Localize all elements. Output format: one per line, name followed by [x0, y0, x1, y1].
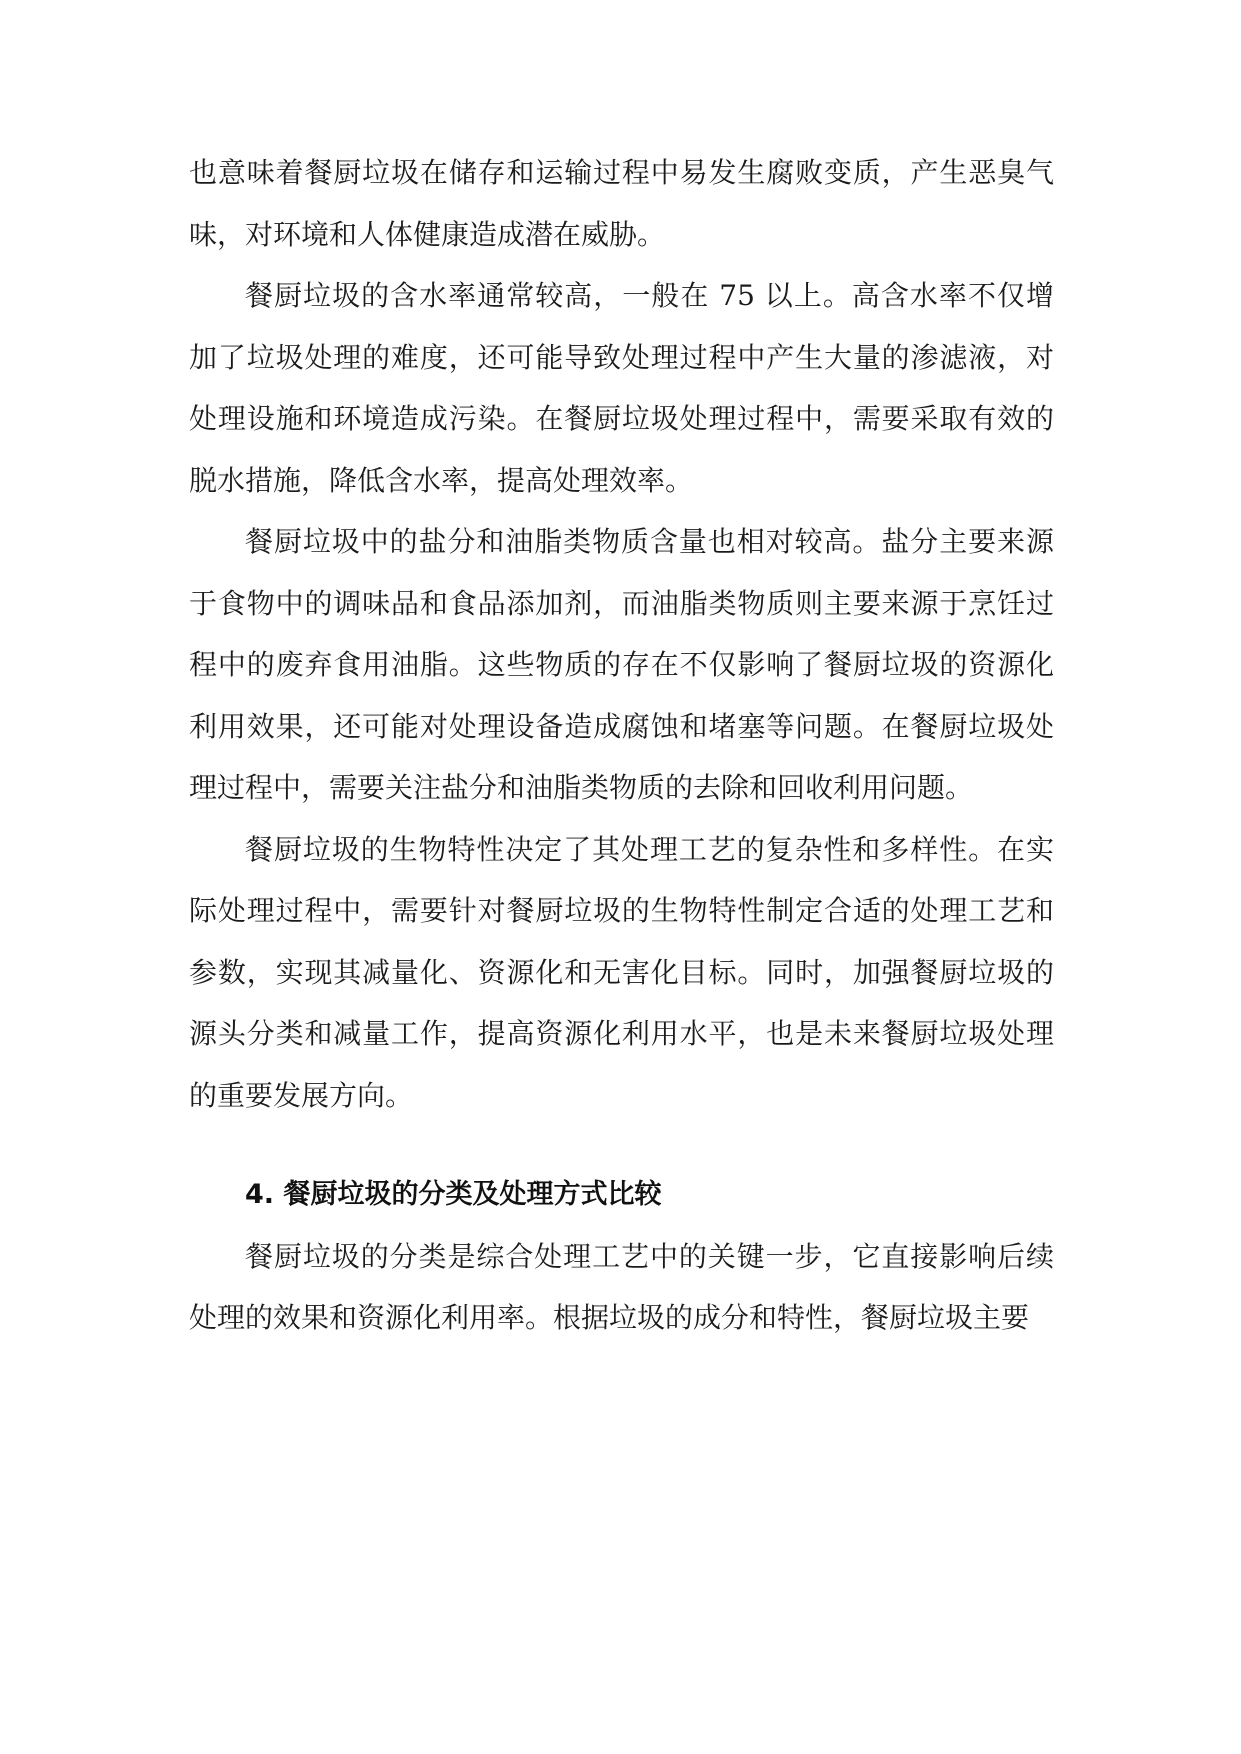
section-heading: 4. 餐厨垃圾的分类及处理方式比较	[245, 1179, 662, 1210]
paragraph-continuation: 也意味着餐厨垃圾在储存和运输过程中易发生腐败变质，产生恶臭气味，对环境和人体健康造成潜在威胁。	[189, 156, 1054, 251]
paragraph-salt-and-oil: 餐厨垃圾中的盐分和油脂类物质含量也相对较高。盐分主要来源于食物中的调味品和食品添加剂，而油脂类物质则主要来源于烹饪过程中的废弃食用油脂。这些物质的存在不仅影响了餐厨垃圾的资源化利用效果，还可能对处理设备造成腐蚀和堵塞等问题。在餐厨垃圾处理过程中，需要关注盐分和油脂类物质的去除和回收利用问题。	[189, 525, 1054, 804]
document-body	[189, 142, 1054, 1349]
paragraph-biological-properties: 餐厨垃圾的生物特性决定了其处理工艺的复杂性和多样性。在实际处理过程中，需要针对餐厨垃圾的生物特性制定合适的处理工艺和参数，实现其减量化、资源化和无害化目标。同时，加强餐厨垃圾的源头分类和减量工作，提高资源化利用水平，也是未来餐厨垃圾处理的重要发展方向。	[189, 832, 1054, 1112]
paragraph-classification: 餐厨垃圾的分类是综合处理工艺中的关键一步，它直接影响后续处理的效果和资源化利用率。根据垃圾的成分和特性，餐厨垃圾主要	[189, 1239, 1054, 1334]
paragraph-moisture-content: 餐厨垃圾的含水率通常较高，一般在 75 以上。高含水率不仅增加了垃圾处理的难度，还可能导致处理过程中产生大量的渗滤液，对处理设施和环境造成污染。在餐厨垃圾处理过程中，需要采取有效的脱水措施，降低含水率，提高处理效率。	[189, 279, 1054, 497]
